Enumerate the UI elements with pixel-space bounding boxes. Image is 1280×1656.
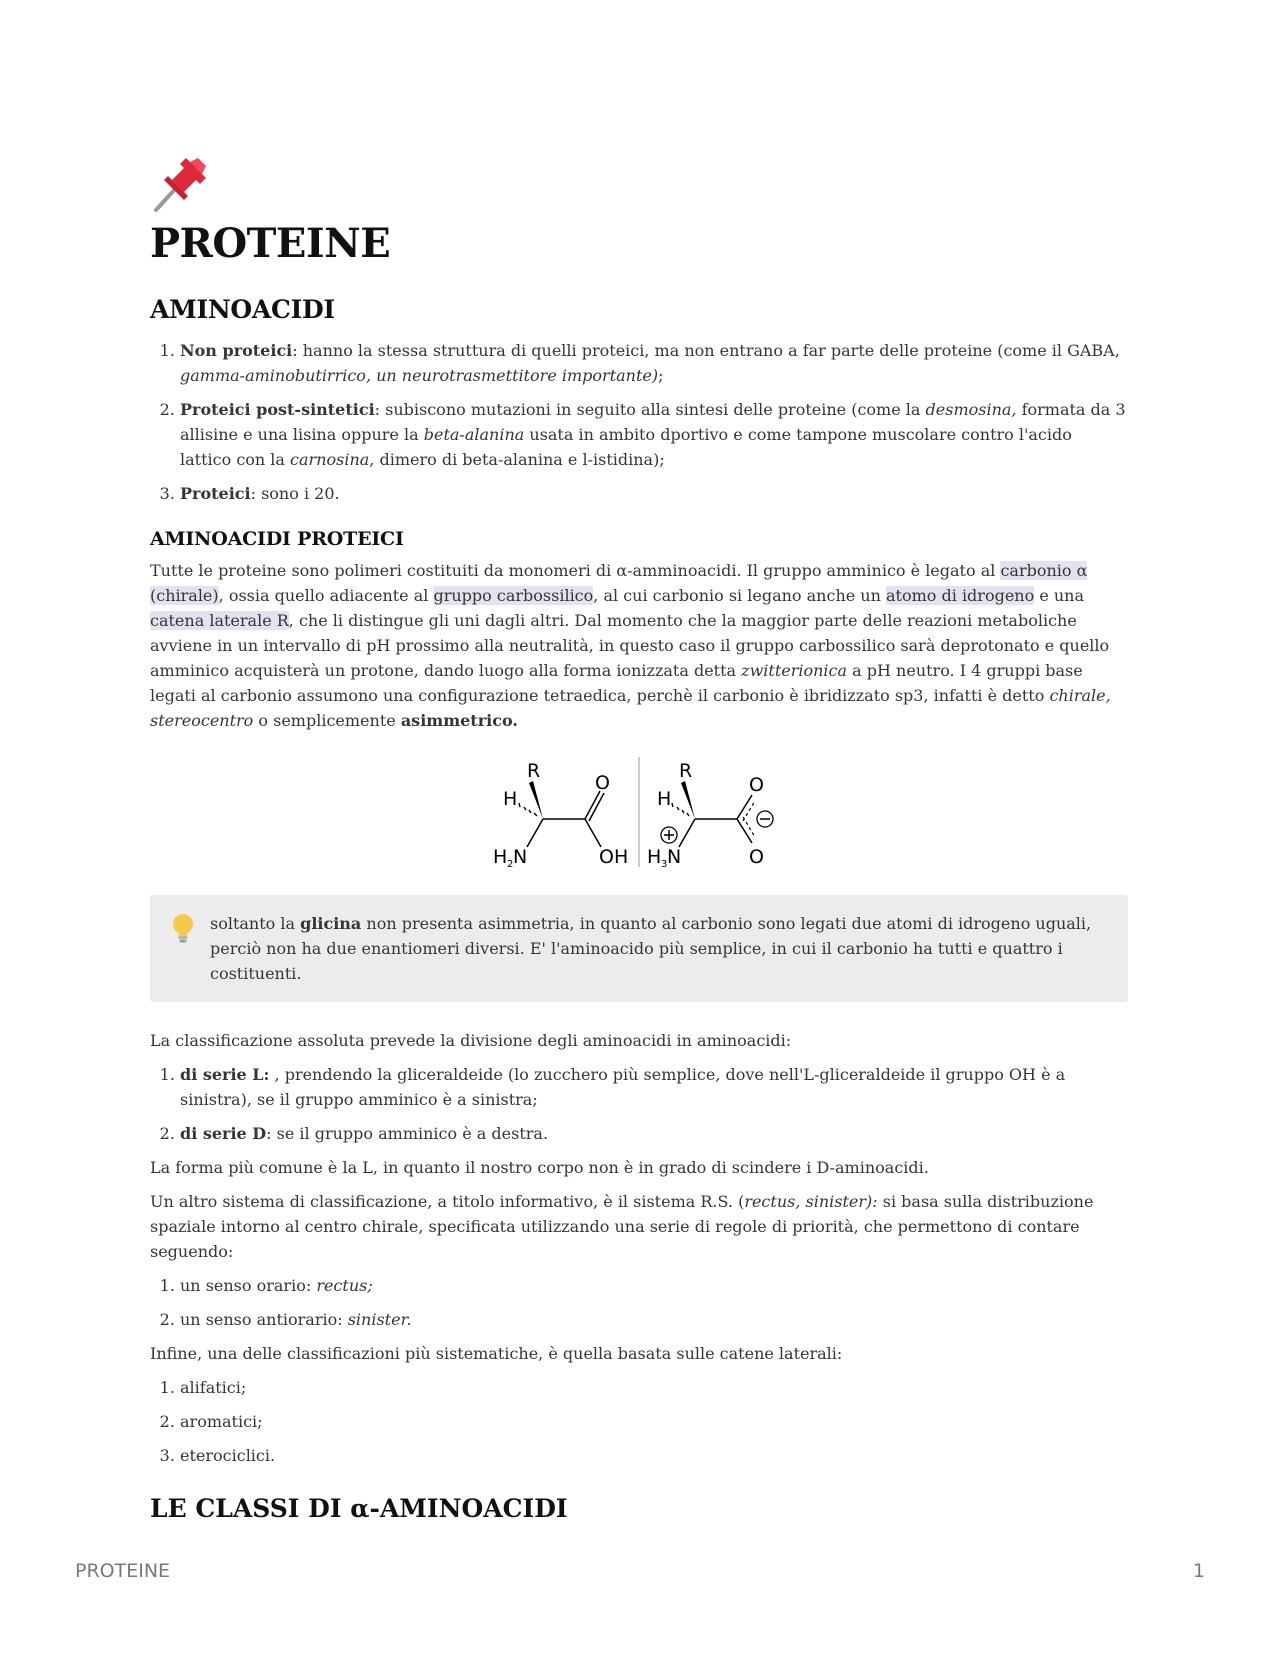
label-nh3-sub: 3 <box>661 859 668 870</box>
section-heading-aminoacidi: AMINOACIDI <box>150 295 335 324</box>
section-heading-classi: LE CLASSI DI α-AMINOACIDI <box>150 1494 568 1523</box>
label-nh2-h: H <box>493 846 508 868</box>
label-r: R <box>527 760 541 782</box>
bond-ca-n <box>527 819 543 847</box>
label-h: H <box>657 788 672 810</box>
list-item: 1. un senso orario: rectus; <box>180 1273 1128 1298</box>
label-o: O <box>595 772 610 794</box>
hash-bond <box>519 803 537 816</box>
aminoacidi-list <box>150 338 1128 506</box>
paragraph-proteici: Tutte le proteine sono polimeri costituiti da monomeri di α-amminoacidi. Il gruppo amminico è legato al carbonio α (chirale), ossia quello adiacente al gruppo carbossilico, al cui carbonio si legano anche un atomo di idrogeno e una catena laterale R, che li distingue gli uni dagli altri. Dal momento che la maggior parte delle reazioni metaboliche avviene in un intervallo di pH prossimo alla neutralità, in questo caso il gruppo carbossilico sarà deprotonato e quello amminico acquisterà un protone, dando luogo alla forma ionizzata detta zwitterionica a pH neutro. I 4 gruppi base legati al carbonio assumono una configurazione tetraedica, perchè il carbonio è ibridizzato sp3, infatti è detto chirale, stereocentro o semplicemente asimmetrico. <box>150 561 1111 730</box>
label-o-top: O <box>749 774 764 796</box>
catene-list <box>150 1375 1128 1468</box>
list-item: 2. aromatici; <box>180 1409 1128 1434</box>
list-item: 1. di serie L: , prendendo la gliceraldeide (lo zucchero più semplice, dove nell'L-gliceraldeide il gruppo OH è a sinistra), se il gruppo amminico è a sinistra; <box>180 1062 1128 1112</box>
list-item: 3. eterociclici. <box>180 1443 1128 1468</box>
label-h: H <box>503 788 518 810</box>
label-nh3-h: H <box>647 846 662 868</box>
label-nh2-n: N <box>513 846 528 868</box>
hash-bond <box>672 803 689 816</box>
list-item: 1. alifatici; <box>180 1375 1128 1400</box>
bond-c-o-bottom-dash <box>743 817 755 837</box>
paragraph-rs: Un altro sistema di classificazione, a titolo informativo, è il sistema R.S. (rectus, sinister): si basa sulla distribuzione spaziale intorno al centro chirale, specificata utilizzando una serie di regole di priorità, che permettono di contare seguendo: <box>150 1192 1094 1261</box>
rs-list <box>150 1273 1128 1332</box>
bond-c-o-top-dash <box>743 801 755 821</box>
list-item: 2. un senso antiorario: sinister. <box>180 1307 1128 1332</box>
label-oh: OH <box>599 846 629 868</box>
highlight: gruppo carbossilico <box>433 586 594 605</box>
bond-c-o-top <box>737 795 752 819</box>
list-item: 3. Proteici: sono i 20. <box>180 481 1128 506</box>
label-r: R <box>679 760 693 782</box>
label-nh2-sub: 2 <box>507 859 514 870</box>
label-o-bottom: O <box>749 846 764 868</box>
section-heading-proteici: AMINOACIDI PROTEICI <box>150 528 404 550</box>
pushpin-icon <box>150 150 214 214</box>
paragraph-classificazione: La classificazione assoluta prevede la divisione degli aminoacidi in aminoacidi: <box>150 1031 792 1050</box>
highlight: carbonio α (chirale) <box>150 561 1088 605</box>
list-item: 1. Non proteici: hanno la stessa struttura di quelli proteici, ma non entrano a far parte delle proteine (come il GABA, gamma-aminobutirrico, un neurotrasmettitore importante); <box>180 338 1128 388</box>
callout-text: soltanto la glicina non presenta asimmetria, in quanto al carbonio sono legati due atomi di idrogeno uguali, perciò non ha due enantiomeri diversi. E' l'aminoacido più semplice, in cui il carbonio ha tutti e quattro i costituenti. <box>210 914 1092 983</box>
highlight: catena laterale R <box>150 611 289 630</box>
lightbulb-icon <box>170 913 196 945</box>
page-number: 1 <box>1192 1560 1205 1582</box>
list-item: 2. di serie D: se il gruppo amminico è a destra. <box>180 1121 1128 1146</box>
amino-acid-structure-diagram <box>489 755 789 873</box>
callout-glicina <box>150 895 1128 1002</box>
footer-title: PROTEINE <box>75 1560 171 1582</box>
serie-list <box>150 1062 1128 1146</box>
paragraph-forma: La forma più comune è la L, in quanto il nostro corpo non è in grado di scindere i D-aminoacidi. <box>150 1158 929 1177</box>
page-content <box>150 150 1128 1523</box>
bond-c-o-bottom <box>737 819 752 843</box>
paragraph-infine: Infine, una delle classificazioni più sistematiche, è quella basata sulle catene laterali: <box>150 1344 843 1363</box>
page-title: PROTEINE <box>150 220 391 267</box>
list-item: 2. Proteici post-sintetici: subiscono mutazioni in seguito alla sintesi delle proteine (come la desmosina, formata da 3 allisine e una lisina oppure la beta-alanina usata in ambito dportivo e come tampone muscolare contro l'acido lattico con la carnosina, dimero di beta-alanina e l-istidina); <box>180 397 1128 472</box>
bond-c-oh <box>585 819 601 847</box>
wedge-bond <box>529 781 543 819</box>
bond-ca-n <box>679 819 695 847</box>
highlight: atomo di idrogeno <box>886 586 1035 605</box>
label-nh3-n: N <box>667 846 682 868</box>
